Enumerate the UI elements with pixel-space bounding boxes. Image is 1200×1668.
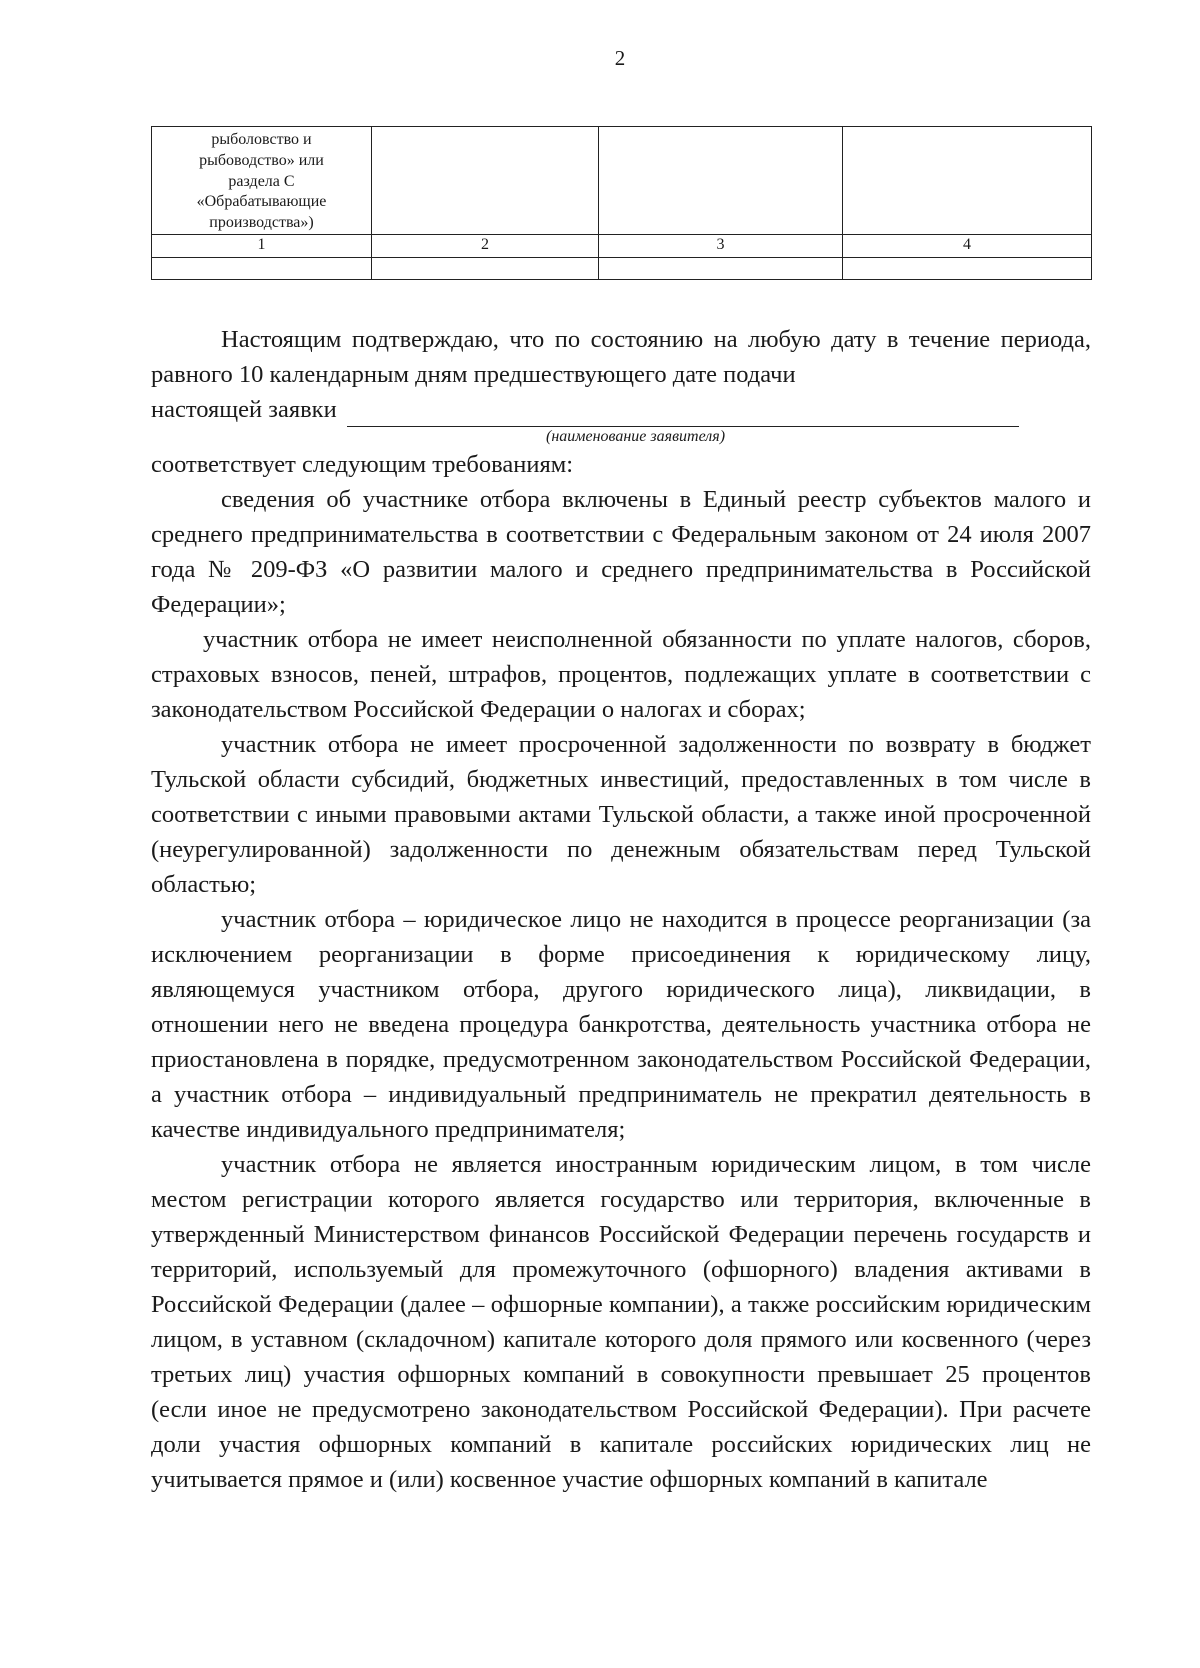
- table-cell: [152, 127, 372, 235]
- blank-caption: (наименование заявителя): [546, 428, 726, 445]
- requirement-paragraph: участник отбора не имеет неисполненной обязанности по уплате налогов, сборов, страховых взносов, пеней, штрафов, процентов, подлежащих уплате в соответствии с законодательством Российской Федерации о налогах и сборах;: [151, 626, 1091, 723]
- table-cell: [843, 127, 1092, 235]
- requirement-paragraph: участник отбора – юридическое лицо не находится в процессе реорганизации (за исключением реорганизации в форме присоединения к юридическому лицу, являющемуся участником отбора, другого юридического лица), ликвидации, в отношении него не введена процедура банкротства, деятельность участника отбора не приостановлена в порядке, предусмотренном законодательством Российской Федерации, а участник отбора – индивидуальный предприниматель не прекратил деятельность в качестве индивидуального предпринимателя;: [151, 906, 1091, 1143]
- page-number: 2: [614, 46, 626, 70]
- requirement-paragraph: сведения об участнике отбора включены в Единый реестр субъектов малого и среднего предпринимательства в соответствии с Федеральным законом от 24 июля 2007 года № 209-ФЗ «О развитии малого и среднего предпринимательства в Российской Федерации»;: [151, 486, 1091, 618]
- applicant-line: [151, 392, 1091, 427]
- requirement-paragraph: участник отбора не имеет просроченной задолженности по возврату в бюджет Тульской области субсидий, бюджетных инвестиций, предоставленных в том числе в соответствии с иными правовыми актами Тульской области, а также иной просроченной (неурегулированной) задолженности по денежным обязательствам перед Тульской областью;: [151, 731, 1091, 898]
- applicant-name-blank: [347, 400, 1019, 427]
- table-cell: [152, 257, 372, 279]
- table-cell: [372, 127, 599, 235]
- column-number: 1: [152, 234, 372, 257]
- table-cell-text: рыболовство и рыбоводство» или раздела С «Обрабатывающие производства»): [196, 131, 327, 232]
- requirement-paragraph: участник отбора не является иностранным юридическим лицом, в том числе местом регистрации которого является государство или территория, включенные в утвержденный Министерством финансов Российской Федерации перечень государств и территорий, используемый для промежуточного (офшорного) владения активами в Российской Федерации (далее – офшорные компании), а также российским юридическим лицом, в уставном (складочном) капитале которого доля прямого или косвенного (через третьих лиц) участия офшорных компаний в совокупности превышает 25 процентов (если иное не предусмотрено законодательством Российской Федерации). При расчете доли участия офшорных компаний в капитале российских юридических лиц не учитывается прямое и (или) косвенное участие офшорных компаний в капитале: [151, 1151, 1091, 1493]
- column-number: 4: [843, 234, 1092, 257]
- column-number: 2: [372, 234, 599, 257]
- document-body: [151, 322, 1091, 1497]
- table-cell: [599, 127, 843, 235]
- conforms-line: соответствует следующим требованиям:: [151, 451, 574, 478]
- table-cell: [599, 257, 843, 279]
- table-row: [152, 127, 1092, 235]
- activity-table: [151, 126, 1092, 280]
- column-number: 3: [599, 234, 843, 257]
- table-row-column-numbers: [152, 234, 1092, 257]
- table-cell: [843, 257, 1092, 279]
- intro-paragraph: Настоящим подтверждаю, что по состоянию на любую дату в течение периода, равного 10 календарным дням предшествующего дате подачи: [151, 326, 1091, 388]
- intro-tail: настоящей заявки: [151, 396, 337, 423]
- table-row-empty: [152, 257, 1092, 279]
- table-cell: [372, 257, 599, 279]
